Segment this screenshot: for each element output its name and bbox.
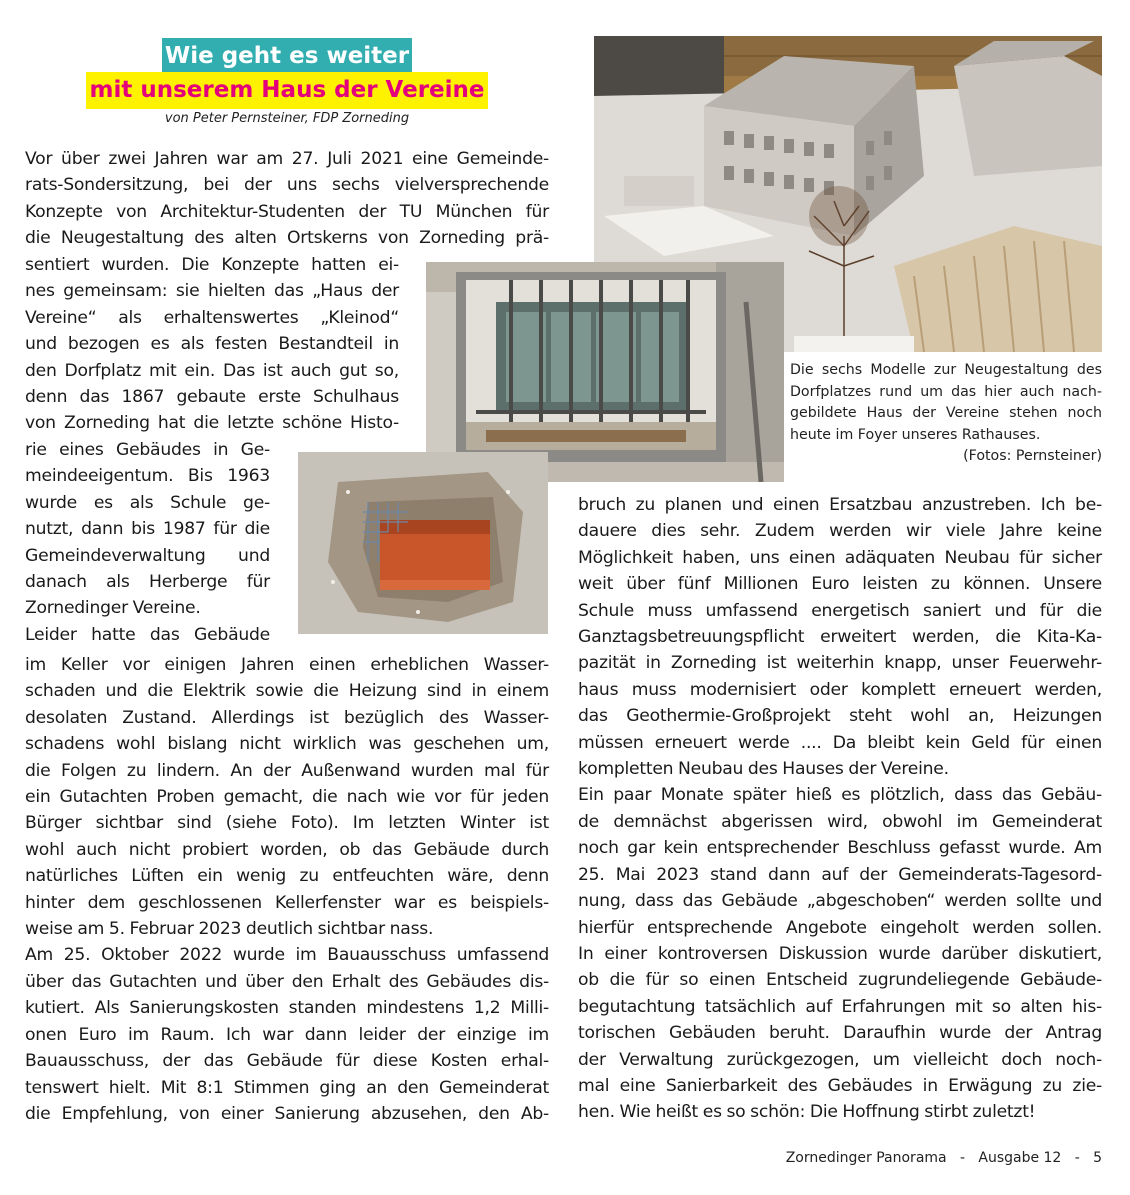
text-line: müssen erneuert werde .... Da bleibt kein Geld für einen — [578, 732, 1102, 753]
text-line: desolaten Zustand. Allerdings ist bezüglich des Wasser- — [25, 707, 549, 728]
text-line: haus muss modernisiert oder komplett erneuert werden, — [578, 679, 1102, 700]
text-line: pazität in Zorneding ist weiterhin knapp, unser Feuerwehr- — [578, 653, 1102, 674]
text-line: Schule muss umfassend energetisch saniert und für die — [578, 600, 1102, 621]
text-line: Gemeindeverwaltung und — [25, 545, 270, 566]
text-line: hen. Wie heißt es so schön: Die Hoffnung stirbt zuletzt! — [578, 1102, 1036, 1123]
text-line: dauere dies sehr. Zudem werden wir viele Jahre keine — [578, 521, 1102, 542]
article-title: Wie geht es weiter — [162, 38, 412, 74]
text-line: weit über fünf Millionen Euro leisten zu können. Unsere — [578, 574, 1102, 595]
text-line: kutiert. Als Sanierungskosten standen mindestens 1,2 Milli- — [25, 998, 549, 1019]
cellar-window-photo — [426, 262, 784, 482]
text-line: Zornedinger Vereine. — [25, 598, 201, 619]
left-column-top — [25, 146, 549, 252]
text-line: sentiert wurden. Die Konzepte hatten ei- — [25, 255, 399, 275]
text-line: kompletten Neubau des Hauses der Vereine. — [578, 759, 949, 780]
text-line: Konzepte von Architektur-Studenten der TU München für — [25, 201, 549, 222]
text-line: schadens wohl bislang nicht wirklich was geschehen um, — [25, 734, 549, 755]
photo-caption — [790, 360, 1102, 468]
wall-sample-image — [298, 452, 548, 634]
text-line: wurde es als Schule ge- — [25, 492, 270, 513]
cellar-window-image — [426, 262, 784, 482]
text-line: Bürger sichtbar sind (siehe Foto). Im letzten Winter ist — [25, 813, 549, 834]
text-line: hinter dem geschlossenen Kellerfenster war es beispiels- — [25, 892, 549, 913]
text-line: nes gemeinsam: sie hielten das „Haus der — [25, 281, 399, 302]
text-line: schaden und die Elektrik sowie die Heizung sind in einem — [25, 681, 549, 702]
text-line: die Neugestaltung des alten Ortskerns von Zorneding prä- — [25, 228, 549, 249]
text-line: über das Gutachten und über den Erhalt des Gebäudes dis- — [25, 971, 549, 992]
caption-line: heute im Foyer unseres Rathauses. — [790, 426, 1041, 443]
right-column — [578, 492, 1102, 1126]
text-line: weise am 5. Februar 2023 deutlich sichtbar nass. — [25, 919, 434, 940]
text-line: den Dorfplatz mit ein. Das ist auch gut so, — [25, 360, 399, 381]
photo-credit: (Fotos: Pernsteiner) — [963, 448, 1102, 464]
text-line: rats-Sondersitzung, bei der uns sechs vielversprechende — [25, 175, 549, 196]
page-footer: Zornedinger Panorama - Ausgabe 12 - 5 — [785, 1150, 1102, 1166]
left-column-wrap-b — [25, 437, 270, 648]
text-line: Ganztagsbetreuungspflicht erweitert werden, die Kita-Ka- — [578, 627, 1102, 648]
caption-line: gebildete Haus der Vereine stehen noch — [790, 405, 1102, 421]
wall-sample-photo — [298, 452, 548, 634]
text-line: bruch zu planen und einen Ersatzbau anzustreben. Ich be- — [578, 495, 1102, 515]
article-subtitle: mit unserem Haus der Vereine — [86, 72, 488, 109]
text-line: die Empfehlung, von einer Sanierung abzusehen, den Ab- — [25, 1103, 549, 1124]
text-line: Vor über zwei Jahren war am 27. Juli 2021 eine Gemeinde- — [25, 149, 549, 169]
text-line: Am 25. Oktober 2022 wurde im Bauausschuss umfassend — [25, 945, 549, 966]
text-line: de demnächst abgerissen wird, obwohl im Gemeinderat — [578, 811, 1102, 832]
text-line: Bauausschuss, der das Gebäude für diese Kosten erhal- — [25, 1051, 549, 1072]
text-line: ein Gutachten Proben gemacht, die nach wie vor für jeden — [25, 787, 549, 808]
text-line: der Verwaltung zurückgezogen, um vielleicht doch noch- — [578, 1049, 1102, 1070]
text-line: mal eine Sanierbarkeit des Gebäudes in Erwägung zu zie- — [578, 1075, 1102, 1096]
text-line: und bezogen es als festen Bestandteil in — [25, 334, 399, 355]
caption-line: Die sechs Modelle zur Neugestaltung des — [790, 362, 1102, 378]
text-line: nutzt, dann bis 1987 für die — [25, 519, 270, 540]
byline: von Peter Pernsteiner, FDP Zorneding — [164, 111, 410, 126]
text-line: rie eines Gebäudes in Ge- — [25, 440, 270, 460]
text-line: nung, dass das Gebäude „abgeschoben“ werden sollte und — [578, 891, 1102, 912]
text-line: denn das 1867 gebaute erste Schulhaus — [25, 387, 399, 408]
caption-line: Dorfplatzes rund um das hier auch nach- — [790, 383, 1102, 400]
text-line: das Geothermie-Großprojekt steht wohl an, Heizungen — [578, 706, 1102, 727]
text-line: noch gar kein entsprechender Beschluss gefasst wurde. Am — [578, 838, 1102, 859]
text-line: Leider hatte das Gebäude — [25, 624, 270, 645]
text-line: Ein paar Monate später hieß es plötzlich, dass das Gebäu- — [578, 785, 1102, 806]
text-line: In einer kontroversen Diskussion wurde darüber diskutiert, — [578, 943, 1102, 964]
text-line: im Keller vor einigen Jahren einen erheblichen Wasser- — [25, 655, 549, 675]
text-line: begutachtung tatsächlich auf Erfahrungen mit so alten his- — [578, 996, 1102, 1017]
text-line: natürliches Lüften ein wenig zu entfeuchten wäre, denn — [25, 866, 549, 887]
text-line: torischen Gebäuden beruht. Daraufhin wurde der Antrag — [578, 1023, 1102, 1044]
text-line: von Zorneding hat die letzte schöne Histo- — [25, 413, 399, 434]
text-line: 25. Mai 2023 stand dann auf der Gemeinderats-Tagesord- — [578, 864, 1102, 885]
text-line: meindeeigentum. Bis 1963 — [25, 466, 270, 487]
text-line: Möglichkeit haben, uns einen adäquaten Neubau für sicher — [578, 547, 1102, 568]
text-line: onen Euro im Raum. Ich war dann leider der einzige im — [25, 1024, 549, 1045]
text-line: tenswert hielt. Mit 8:1 Stimmen ging an den Gemeinderat — [25, 1077, 549, 1098]
text-line: wohl auch nicht probiert worden, ob das Gebäude durch — [25, 839, 549, 860]
text-line: Vereine“ als erhaltenswertes „Kleinod“ — [25, 307, 399, 328]
text-line: ob die für so einen Entscheid zugrundeliegende Gebäude- — [578, 970, 1102, 991]
left-column-wrap-a — [25, 252, 399, 437]
text-line: danach als Herberge für — [25, 572, 270, 593]
text-line: die Folgen zu lindern. An der Außenwand wurden mal für — [25, 760, 549, 781]
left-column-bottom — [25, 652, 549, 1127]
text-line: hierfür entsprechende Angebote eingeholt werden sollen. — [578, 917, 1102, 938]
